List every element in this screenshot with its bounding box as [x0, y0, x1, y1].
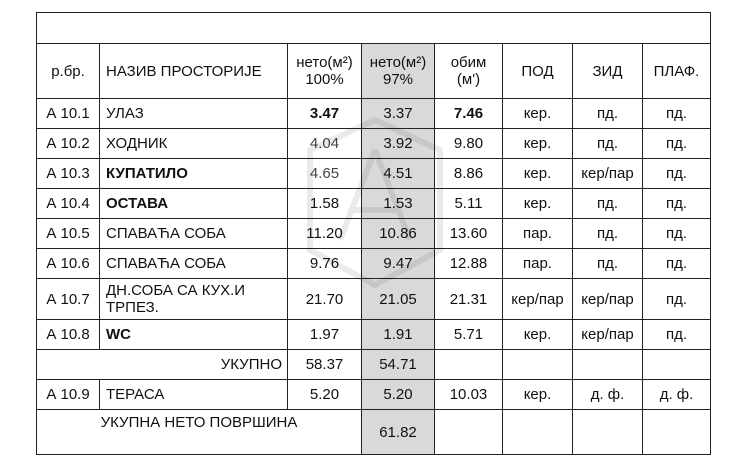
- total-empty-obim: [435, 350, 503, 380]
- header-obim-line2: (м'): [456, 71, 481, 88]
- table-row: [37, 129, 711, 159]
- cell-zid: кер/пар: [573, 159, 643, 189]
- cell-name: СПАВАЋА СОБА: [100, 249, 288, 279]
- cell-pod: кер.: [503, 320, 573, 350]
- cell-name: WC: [100, 320, 288, 350]
- table-row: [37, 159, 711, 189]
- header-neto-100: [288, 44, 362, 99]
- header-pod: ПОД: [503, 44, 573, 99]
- total-label: УКУПНО: [37, 350, 288, 380]
- table-top-cell: [37, 13, 711, 44]
- cell-zid: пд.: [573, 219, 643, 249]
- cell-obim: 21.31: [435, 279, 503, 320]
- cell-plaf: пд.: [643, 249, 711, 279]
- cell-plaf: пд.: [643, 159, 711, 189]
- cell-rb: А 10.8: [37, 320, 100, 350]
- cell-name: ТЕРАСА: [100, 380, 288, 410]
- cell-rb: А 10.9: [37, 380, 100, 410]
- cell-neto-97: 1.91: [362, 320, 435, 350]
- net-total-empty-pod: [503, 410, 573, 455]
- cell-pod: пар.: [503, 219, 573, 249]
- cell-obim: 5.11: [435, 189, 503, 219]
- table-row: [37, 249, 711, 279]
- cell-name: КУПАТИЛО: [100, 159, 288, 189]
- net-total-empty-plaf: [643, 410, 711, 455]
- total-neto-97: 54.71: [362, 350, 435, 380]
- header-neto-97-line2: 97%: [382, 71, 414, 88]
- cell-zid: кер/пар: [573, 279, 643, 320]
- cell-plaf: пд.: [643, 189, 711, 219]
- cell-plaf: пд.: [643, 219, 711, 249]
- table-top-bar: [37, 13, 711, 44]
- header-neto-100-line1: нето(м²): [296, 54, 353, 71]
- cell-neto-100: 1.97: [288, 320, 362, 350]
- cell-name: ДН.СОБА СА КУХ.И ТРПЕЗ.: [100, 279, 288, 320]
- cell-rb: А 10.2: [37, 129, 100, 159]
- cell-rb: А 10.1: [37, 99, 100, 129]
- cell-neto-97: 3.92: [362, 129, 435, 159]
- cell-neto-97: 4.51: [362, 159, 435, 189]
- header-plaf: ПЛАФ.: [643, 44, 711, 99]
- cell-plaf: д. ф.: [643, 380, 711, 410]
- cell-neto-100: 21.70: [288, 279, 362, 320]
- cell-rb: А 10.4: [37, 189, 100, 219]
- net-total-row: [37, 410, 711, 455]
- net-total-label: УКУПНА НЕТО ПОВРШИНА: [37, 410, 362, 455]
- table-row: [37, 320, 711, 350]
- cell-pod: пар.: [503, 249, 573, 279]
- area-table-sheet: [36, 12, 710, 455]
- cell-pod: кер.: [503, 99, 573, 129]
- cell-obim: 7.46: [435, 99, 503, 129]
- cell-obim: 8.86: [435, 159, 503, 189]
- cell-plaf: пд.: [643, 320, 711, 350]
- cell-zid: кер/пар: [573, 320, 643, 350]
- cell-name: ХОДНИК: [100, 129, 288, 159]
- header-obim: [435, 44, 503, 99]
- cell-pod: кер.: [503, 129, 573, 159]
- cell-neto-100: 9.76: [288, 249, 362, 279]
- terrace-row: [37, 380, 711, 410]
- header-name: НАЗИВ ПРОСТОРИЈЕ: [100, 44, 288, 99]
- header-zid: ЗИД: [573, 44, 643, 99]
- cell-plaf: пд.: [643, 129, 711, 159]
- cell-name: СПАВАЋА СОБА: [100, 219, 288, 249]
- cell-neto-100: 3.47: [288, 99, 362, 129]
- cell-zid: пд.: [573, 129, 643, 159]
- cell-name: ОСТАВА: [100, 189, 288, 219]
- cell-rb: А 10.7: [37, 279, 100, 320]
- total-row: [37, 350, 711, 380]
- header-obim-line1: обим: [450, 54, 487, 71]
- cell-name: УЛАЗ: [100, 99, 288, 129]
- room-area-table: [36, 12, 711, 455]
- net-total-empty-zid: [573, 410, 643, 455]
- cell-neto-97: 21.05: [362, 279, 435, 320]
- cell-neto-97: 10.86: [362, 219, 435, 249]
- cell-rb: А 10.6: [37, 249, 100, 279]
- cell-pod: кер.: [503, 189, 573, 219]
- cell-zid: д. ф.: [573, 380, 643, 410]
- total-empty-plaf: [643, 350, 711, 380]
- cell-neto-100: 1.58: [288, 189, 362, 219]
- table-row: [37, 99, 711, 129]
- cell-neto-100: 4.65: [288, 159, 362, 189]
- cell-neto-100: 11.20: [288, 219, 362, 249]
- net-total-empty-obim: [435, 410, 503, 455]
- cell-zid: пд.: [573, 249, 643, 279]
- table-row: [37, 219, 711, 249]
- cell-pod: кер/пар: [503, 279, 573, 320]
- cell-neto-97: 9.47: [362, 249, 435, 279]
- cell-rb: А 10.3: [37, 159, 100, 189]
- cell-neto-97: 3.37: [362, 99, 435, 129]
- table-header-row: [37, 44, 711, 99]
- total-empty-pod: [503, 350, 573, 380]
- total-empty-zid: [573, 350, 643, 380]
- net-total-value: 61.82: [362, 410, 435, 455]
- cell-pod: кер.: [503, 380, 573, 410]
- cell-obim: 13.60: [435, 219, 503, 249]
- header-neto-100-line2: 100%: [305, 71, 344, 88]
- cell-neto-100: 4.04: [288, 129, 362, 159]
- header-neto-97: [362, 44, 435, 99]
- cell-rb: А 10.5: [37, 219, 100, 249]
- table-row: [37, 189, 711, 219]
- cell-neto-97: 5.20: [362, 380, 435, 410]
- cell-pod: кер.: [503, 159, 573, 189]
- cell-neto-97: 1.53: [362, 189, 435, 219]
- cell-zid: пд.: [573, 99, 643, 129]
- cell-obim: 9.80: [435, 129, 503, 159]
- header-rb: р.бр.: [37, 44, 100, 99]
- total-neto-100: 58.37: [288, 350, 362, 380]
- cell-neto-100: 5.20: [288, 380, 362, 410]
- cell-zid: пд.: [573, 189, 643, 219]
- cell-plaf: пд.: [643, 99, 711, 129]
- cell-obim: 12.88: [435, 249, 503, 279]
- header-neto-97-line1: нето(м²): [369, 54, 427, 71]
- cell-plaf: пд.: [643, 279, 711, 320]
- cell-obim: 5.71: [435, 320, 503, 350]
- cell-obim: 10.03: [435, 380, 503, 410]
- table-row: [37, 279, 711, 320]
